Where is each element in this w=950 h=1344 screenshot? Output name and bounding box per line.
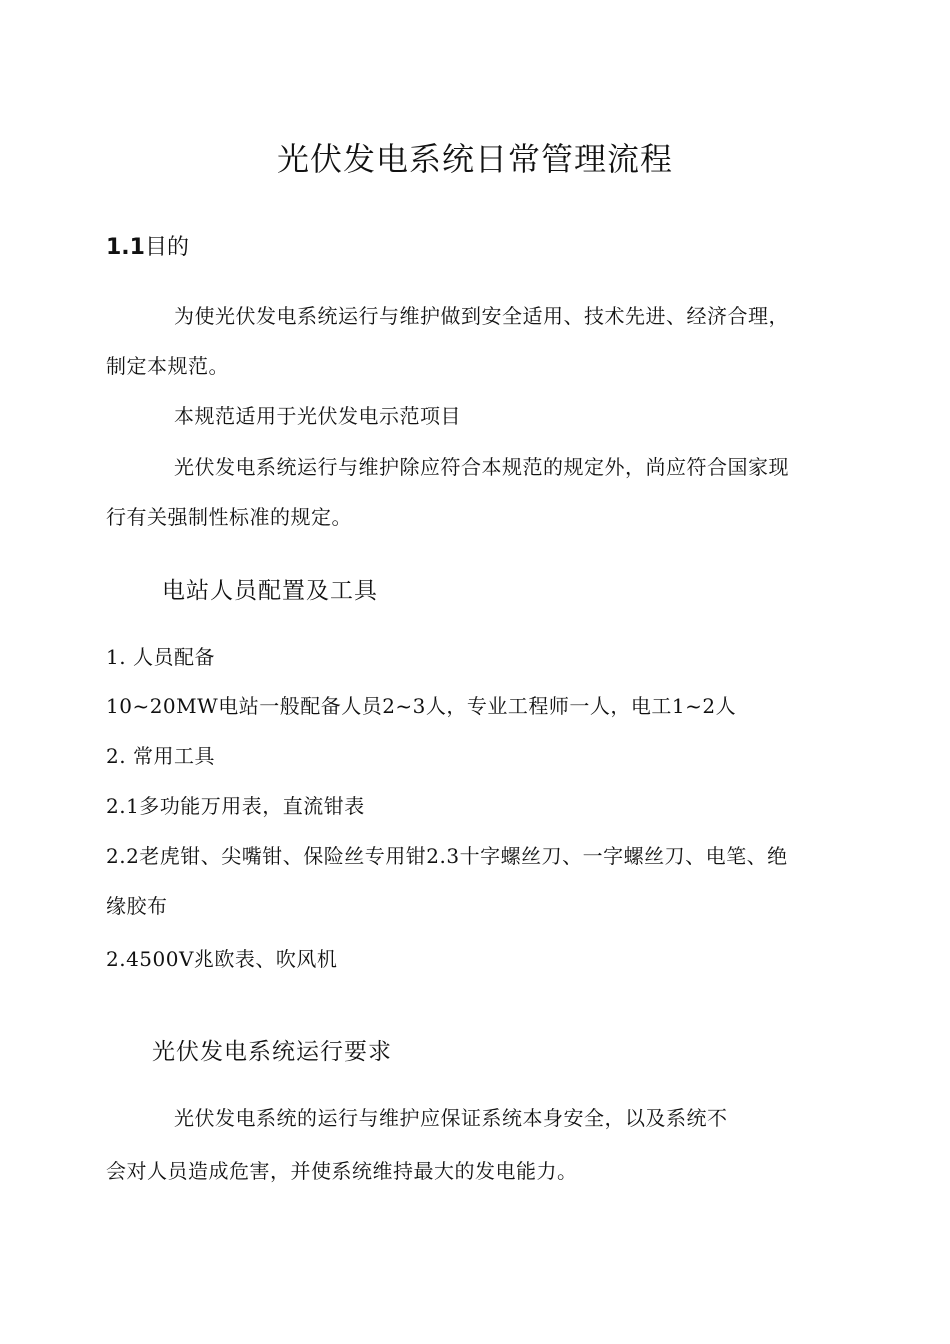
paragraph-line: 光伏发电系统运行与维护除应符合本规范的规定外，尚应符合国家现	[174, 455, 789, 479]
document-title: 光伏发电系统日常管理流程	[276, 140, 673, 178]
section-heading-text: 目的	[144, 235, 189, 260]
section-heading-staffing: 电站人员配置及工具	[162, 578, 378, 604]
section-heading-purpose	[106, 230, 189, 261]
list-item: 2.2老虎钳、尖嘴钳、保险丝专用钳2.3十字螺丝刀、一字螺丝刀、电笔、绝	[106, 844, 788, 868]
list-item: 1. 人员配备	[106, 645, 215, 669]
paragraph-line: 制定本规范。	[106, 354, 229, 378]
list-item: 10~20MW电站一般配备人员2~3人，专业工程师一人，电工1~2人	[106, 694, 737, 718]
list-item: 2.1多功能万用表，直流钳表	[106, 794, 365, 818]
section-heading-operation: 光伏发电系统运行要求	[152, 1039, 392, 1065]
paragraph-line: 为使光伏发电系统运行与维护做到安全适用、技术先进、经济合理，	[174, 304, 789, 328]
section-number: 1.1	[106, 235, 145, 260]
paragraph-line: 行有关强制性标准的规定。	[106, 505, 352, 529]
paragraph-line: 会对人员造成危害，并使系统维持最大的发电能力。	[106, 1159, 578, 1183]
list-item: 2.4500V兆欧表、吹风机	[106, 947, 338, 971]
list-item: 2. 常用工具	[106, 744, 215, 768]
paragraph-line: 光伏发电系统的运行与维护应保证系统本身安全，以及系统不	[174, 1106, 728, 1130]
list-item: 缘胶布	[106, 894, 168, 918]
paragraph-line: 本规范适用于光伏发电示范项目	[174, 404, 461, 428]
